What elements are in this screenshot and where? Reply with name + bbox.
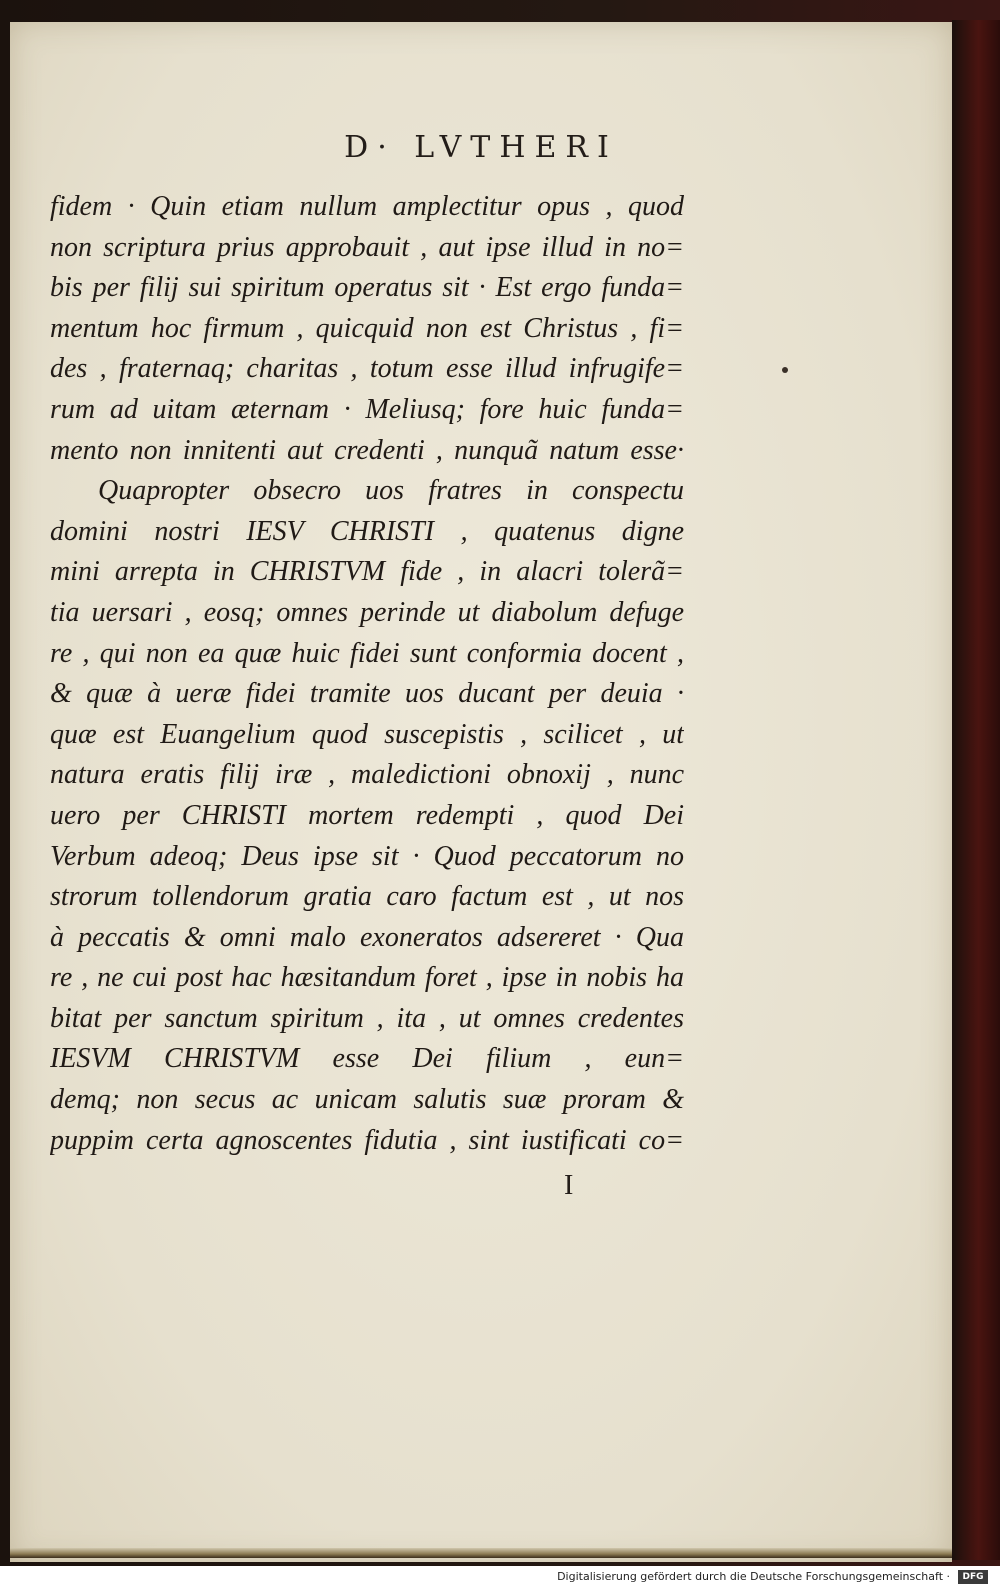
text-line: bis per filij sui spiritum operatus sit · Est ergo funda= <box>50 272 684 304</box>
text-line: natura eratis filij iræ , maledictioni obnoxij , nunc <box>50 759 684 791</box>
book-edge <box>952 20 1000 1560</box>
text-line: domini nostri IESV CHRISTI , quatenus digne <box>50 515 684 547</box>
text-line: des , fraternaq; charitas , totum esse illud infrugife= <box>50 353 684 385</box>
text-line: re , qui non ea quæ huic fidei sunt conformia docent , <box>50 637 684 669</box>
page-bottom-edge <box>10 1548 952 1558</box>
text-line: mentum hoc firmum , quicquid non est Christus , fi= <box>50 312 684 344</box>
text-line: bitat per sanctum spiritum , ita , ut omnes credentes <box>50 1002 684 1034</box>
text-line: Quapropter obsecro uos fratres in conspectu <box>98 475 684 507</box>
text-line: rum ad uitam æternam · Meliusq; fore huic funda= <box>50 393 684 425</box>
text-line: tia uersari , eosq; omnes perinde ut diabolum defuge <box>50 596 684 628</box>
dfg-logo-icon: DFG <box>958 1570 988 1584</box>
text-line: quæ est Euangelium quod suscepistis , scilicet , ut <box>50 718 684 750</box>
text-line: re , ne cui post hac hæsitandum foret , ipse in nobis ha <box>50 962 684 994</box>
running-head: D· LVTHERI <box>344 130 618 165</box>
text-line: & quæ à ueræ fidei tramite uos ducant per deuia · <box>50 678 684 710</box>
funding-credit: Digitalisierung gefördert durch die Deutsche Forschungsgemeinschaft · <box>557 1570 950 1583</box>
text-line: IESVM CHRISTVM esse Dei filium , eun= <box>50 1043 684 1075</box>
text-line: demq; non secus ac unicam salutis suæ proram & <box>50 1084 684 1116</box>
book-page <box>10 22 952 1562</box>
text-line: mento non innitenti aut credenti , nunquã natum esse· <box>50 434 684 466</box>
text-line: uero per CHRISTI mortem redempti , quod Dei <box>50 799 684 831</box>
text-line: mini arrepta in CHRISTVM fide , in alacri tolerã= <box>50 556 684 588</box>
text-line: Verbum adeoq; Deus ipse sit · Quod peccatorum no <box>50 840 684 872</box>
ink-speck <box>782 367 788 373</box>
signature-mark: I <box>564 1170 574 1201</box>
text-line: fidem · Quin etiam nullum amplectitur opus , quod <box>50 191 684 222</box>
text-line: puppim certa agnoscentes fidutia , sint iustificati co= <box>50 1124 684 1156</box>
text-line: strorum tollendorum gratia caro factum est , ut nos <box>50 881 684 913</box>
text-line: à peccatis & omni malo exoneratos adsereret · Qua <box>50 921 684 953</box>
text-line: non scriptura prius approbauit , aut ipse illud in no= <box>50 231 684 263</box>
footer-bar <box>0 1566 1000 1592</box>
body-text <box>50 187 684 1161</box>
